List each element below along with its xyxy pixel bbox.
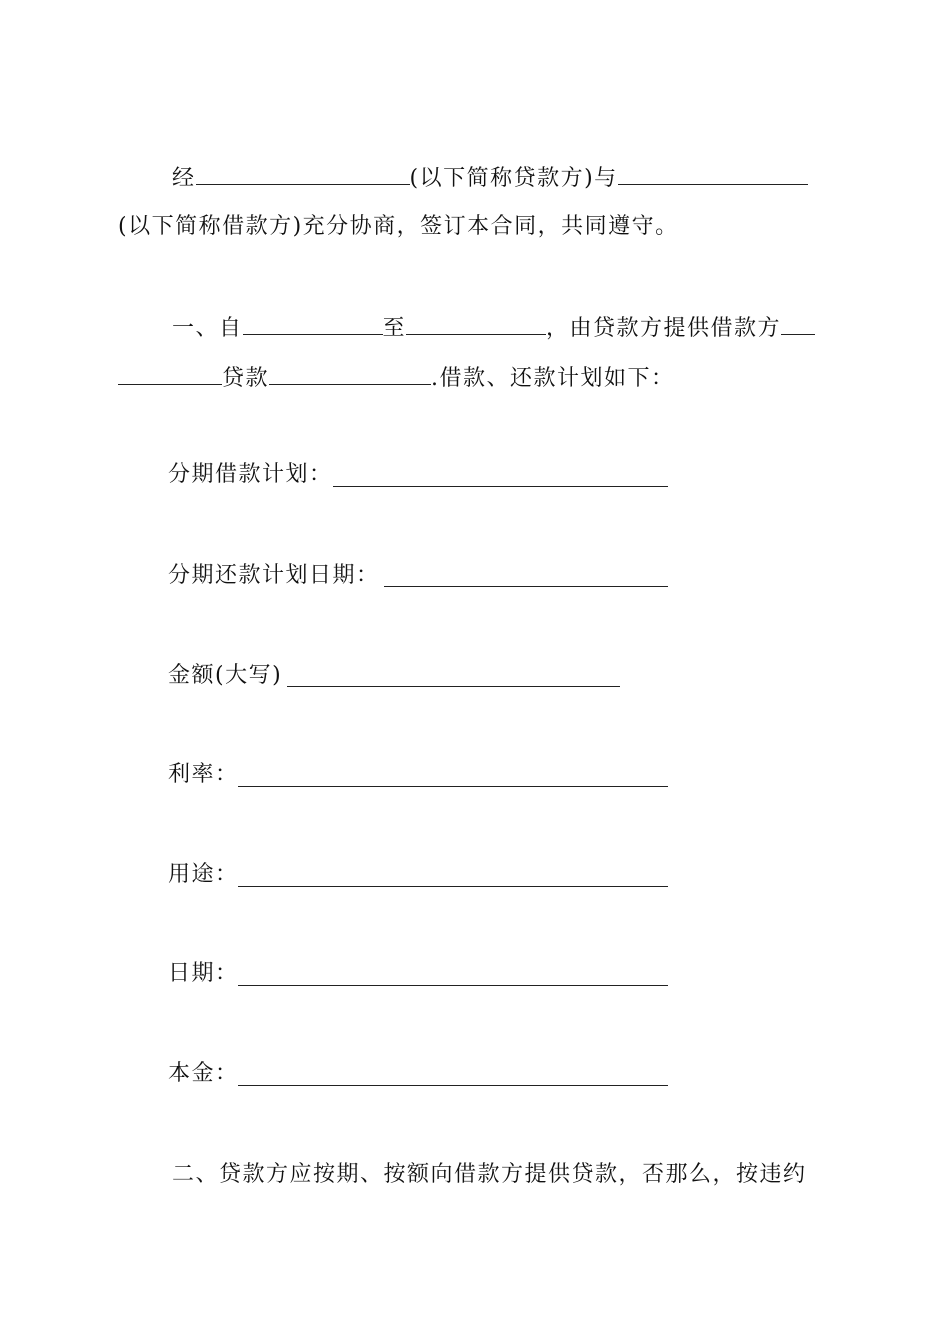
field-installment-repay-date — [168, 561, 380, 591]
loan-type-blank-a[interactable] — [781, 312, 815, 335]
text-loan: 贷款 — [222, 366, 270, 391]
text-lender-provides: ，由贷款方提供借款方 — [546, 316, 782, 341]
label-amount-uppercase: 金额(大写) — [168, 663, 283, 688]
date-blank[interactable] — [238, 984, 668, 986]
text-clause-two: 二、贷款方应按期、按额向借款方提供贷款，否那么，按违约 — [172, 1162, 807, 1187]
interest-rate-blank[interactable] — [238, 785, 668, 787]
paragraph-1-line-2 — [118, 212, 679, 242]
field-date — [168, 959, 239, 989]
field-principal — [168, 1059, 239, 1089]
field-interest-rate — [168, 760, 239, 790]
paragraph-2-line-1 — [172, 312, 815, 344]
amount-uppercase-blank[interactable] — [287, 685, 620, 687]
text-from: 一、自 — [172, 316, 243, 341]
paragraph-2-line-2 — [118, 362, 675, 394]
start-date-blank[interactable] — [243, 312, 383, 335]
loan-amount-blank[interactable] — [269, 362, 431, 385]
label-principal: 本金： — [168, 1061, 239, 1086]
label-installment-loan-plan: 分期借款计划： — [168, 462, 333, 487]
text-to: 至 — [382, 316, 407, 341]
principal-blank[interactable] — [238, 1084, 668, 1086]
loan-type-blank-b[interactable] — [118, 362, 222, 385]
label-interest-rate: 利率： — [168, 762, 239, 787]
label-installment-repay-date: 分期还款计划日期： — [168, 563, 380, 588]
lender-name-blank[interactable] — [196, 162, 410, 185]
text-jing: 经 — [172, 166, 196, 191]
text-borrower-abbrev: (以下简称借款方)充分协商，签订本合同，共同遵守。 — [118, 214, 679, 239]
installment-loan-plan-blank[interactable] — [333, 485, 668, 487]
end-date-blank[interactable] — [406, 312, 546, 335]
text-lender-abbrev: (以下简称贷款方)与 — [409, 166, 618, 191]
field-purpose — [168, 860, 239, 890]
label-date: 日期： — [168, 961, 239, 986]
label-purpose: 用途： — [168, 862, 239, 887]
paragraph-1-line-1 — [172, 162, 808, 194]
purpose-blank[interactable] — [238, 885, 668, 887]
text-plan-follows: .借款、还款计划如下： — [431, 366, 675, 391]
borrower-name-blank[interactable] — [618, 162, 808, 185]
field-installment-loan-plan — [168, 460, 333, 490]
paragraph-3-line-1 — [172, 1160, 807, 1190]
installment-repay-date-blank[interactable] — [384, 585, 668, 587]
field-amount-uppercase — [168, 661, 282, 691]
